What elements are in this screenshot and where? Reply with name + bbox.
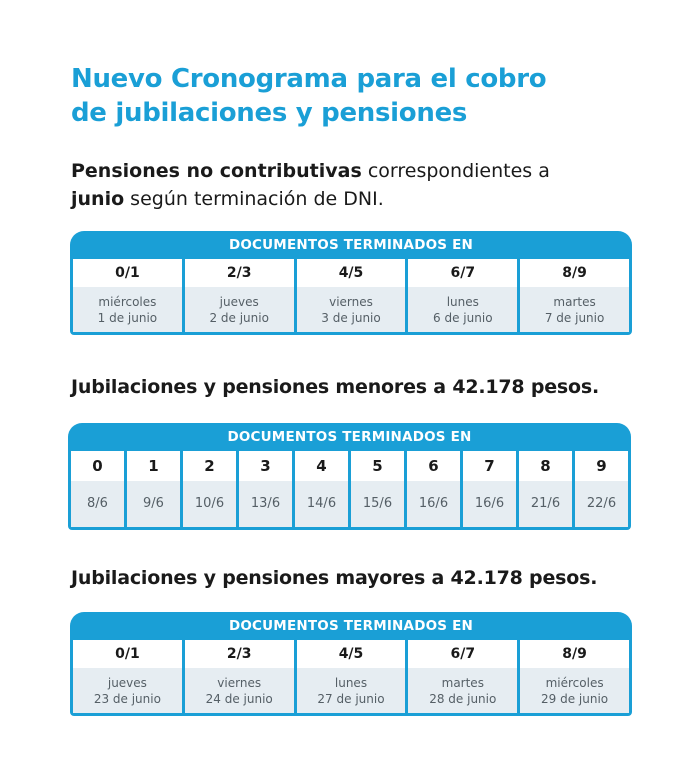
payment-date-cell: [408, 287, 517, 332]
schedule-column: [297, 259, 406, 332]
payment-date: 10/6: [183, 481, 236, 527]
intro-text-2: según terminación de DNI.: [124, 188, 384, 210]
schedule-jubilaciones-menores: [68, 423, 631, 530]
payment-day: viernes: [329, 294, 373, 309]
payment-day: lunes: [446, 294, 479, 309]
dni-digit: 3: [239, 451, 292, 481]
heading-menores: Jubilaciones y pensiones menores a 42.178 pesos.: [71, 376, 600, 398]
schedule-column: [73, 259, 182, 332]
dni-digits: 6/7: [408, 640, 517, 668]
payment-date: 15/6: [351, 481, 404, 527]
page-title: [71, 62, 631, 130]
intro-bold-month: junio: [71, 188, 125, 210]
schedule-column: [297, 640, 406, 713]
dni-digit: 2: [183, 451, 236, 481]
intro-bold-pensiones: Pensiones no contributivas: [71, 160, 362, 182]
payment-date: 16/6: [463, 481, 516, 527]
payment-date: 13/6: [239, 481, 292, 527]
dni-digits: 2/3: [185, 640, 294, 668]
schedule-column: [71, 451, 124, 527]
payment-date: 21/6: [519, 481, 572, 527]
schedule-column: [519, 451, 572, 527]
payment-day: miércoles: [98, 294, 157, 309]
dni-digit: 5: [351, 451, 404, 481]
payment-day: martes: [441, 675, 484, 690]
dni-digits: 4/5: [297, 259, 406, 287]
schedule-column: [295, 451, 348, 527]
schedule-column: [463, 451, 516, 527]
payment-day: martes: [553, 294, 596, 309]
dni-digits: 0/1: [73, 640, 182, 668]
payment-date: 14/6: [295, 481, 348, 527]
schedule-column: [408, 640, 517, 713]
payment-date: 2 de junio: [209, 310, 269, 325]
schedule-grid: [71, 451, 628, 527]
payment-date: 24 de junio: [205, 691, 273, 706]
payment-date-cell: [408, 668, 517, 713]
schedule-column: [575, 451, 628, 527]
payment-day: miércoles: [545, 675, 604, 690]
payment-date: 16/6: [407, 481, 460, 527]
schedule-column: [73, 640, 182, 713]
schedule-grid: [73, 640, 629, 713]
payment-date-cell: [73, 668, 182, 713]
schedule-column: [185, 640, 294, 713]
payment-day: jueves: [107, 675, 147, 690]
payment-date-cell: [185, 668, 294, 713]
dni-digits: 6/7: [408, 259, 517, 287]
intro-text-1: correspondientes a: [361, 160, 550, 182]
payment-date: 28 de junio: [429, 691, 497, 706]
payment-date-cell: [297, 287, 406, 332]
dni-digit: 8: [519, 451, 572, 481]
payment-date-cell: [297, 668, 406, 713]
schedule-column: [127, 451, 180, 527]
dni-digits: 8/9: [520, 640, 629, 668]
payment-date-cell: [185, 287, 294, 332]
payment-date-cell: [73, 287, 182, 332]
schedule-pensiones-no-contributivas: [70, 231, 632, 335]
dni-digit: 7: [463, 451, 516, 481]
payment-date-cell: [520, 668, 629, 713]
schedule-column: [520, 259, 629, 332]
schedule-grid: [73, 259, 629, 332]
dni-digits: 2/3: [185, 259, 294, 287]
payment-date: 27 de junio: [317, 691, 385, 706]
payment-date-cell: [520, 287, 629, 332]
schedule-header: DOCUMENTOS TERMINADOS EN: [227, 429, 472, 445]
page-title-line-2: de jubilaciones y pensiones: [71, 98, 468, 128]
payment-date: 22/6: [575, 481, 628, 527]
schedule-column: [520, 640, 629, 713]
intro-text: [71, 157, 631, 213]
payment-date: 9/6: [127, 481, 180, 527]
payment-date: 23 de junio: [93, 691, 161, 706]
dni-digit: 6: [407, 451, 460, 481]
dni-digits: 8/9: [520, 259, 629, 287]
page-title-line-1: Nuevo Cronograma para el cobro: [71, 64, 547, 94]
dni-digits: 0/1: [73, 259, 182, 287]
payment-date: 8/6: [71, 481, 124, 527]
payment-date: 1 de junio: [97, 310, 158, 325]
schedule-header: DOCUMENTOS TERMINADOS EN: [228, 237, 474, 253]
dni-digits: 4/5: [297, 640, 406, 668]
payment-date: 29 de junio: [541, 691, 609, 706]
schedule-column: [351, 451, 404, 527]
schedule-header: DOCUMENTOS TERMINADOS EN: [228, 618, 474, 634]
payment-day: jueves: [219, 294, 259, 309]
schedule-column: [408, 259, 517, 332]
heading-mayores: Jubilaciones y pensiones mayores a 42.178 pesos.: [71, 567, 598, 589]
schedule-column: [183, 451, 236, 527]
schedule-column: [185, 259, 294, 332]
schedule-column: [407, 451, 460, 527]
dni-digit: 9: [575, 451, 628, 481]
schedule-column: [239, 451, 292, 527]
dni-digit: 1: [127, 451, 180, 481]
dni-digit: 0: [71, 451, 124, 481]
dni-digit: 4: [295, 451, 348, 481]
payment-date: 3 de junio: [321, 310, 381, 325]
payment-day: lunes: [334, 675, 368, 690]
payment-day: viernes: [217, 675, 262, 690]
payment-date: 7 de junio: [544, 310, 605, 325]
schedule-jubilaciones-mayores: [70, 612, 632, 716]
payment-date: 6 de junio: [433, 310, 493, 325]
